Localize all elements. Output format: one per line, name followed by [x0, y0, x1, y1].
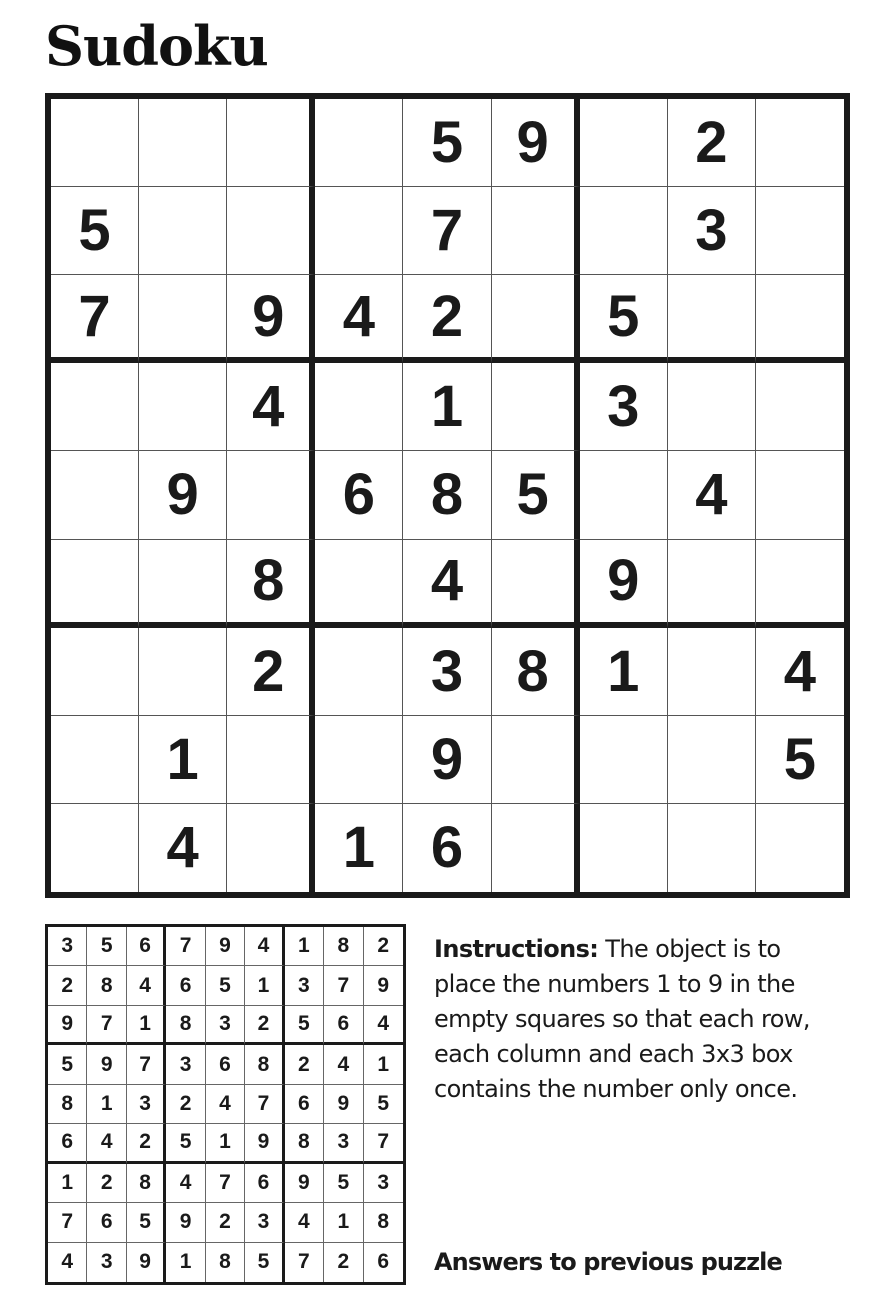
sudoku-cell-r1c6: 9 [492, 99, 580, 187]
answer-cell-r8c7: 4 [285, 1203, 324, 1242]
sudoku-cell-r1c7[interactable] [580, 99, 668, 187]
answer-cell-r2c6: 1 [245, 966, 284, 1005]
sudoku-cell-r8c4[interactable] [315, 716, 403, 804]
answer-cell-r3c5: 3 [206, 1006, 245, 1045]
sudoku-cell-r4c8[interactable] [668, 363, 756, 451]
answer-cell-r2c5: 5 [206, 966, 245, 1005]
answer-cell-r4c2: 9 [87, 1045, 126, 1084]
answer-cell-r2c1: 2 [48, 966, 87, 1005]
sudoku-cell-r3c1: 7 [51, 275, 139, 363]
sudoku-cell-r6c3: 8 [227, 540, 315, 628]
sudoku-cell-r7c2[interactable] [139, 628, 227, 716]
sudoku-cell-r2c1: 5 [51, 187, 139, 275]
answer-cell-r1c7: 1 [285, 927, 324, 966]
sudoku-cell-r6c6[interactable] [492, 540, 580, 628]
answer-cell-r1c4: 7 [166, 927, 205, 966]
sudoku-cell-r5c7[interactable] [580, 451, 668, 539]
answer-cell-r5c1: 8 [48, 1085, 87, 1124]
answer-cell-r5c5: 4 [206, 1085, 245, 1124]
answer-grid [45, 924, 406, 1285]
answer-cell-r9c7: 7 [285, 1243, 324, 1282]
answer-cell-r6c5: 1 [206, 1124, 245, 1163]
answer-cell-r1c2: 5 [87, 927, 126, 966]
sudoku-cell-r2c2[interactable] [139, 187, 227, 275]
answer-cell-r6c7: 8 [285, 1124, 324, 1163]
answer-cell-r5c6: 7 [245, 1085, 284, 1124]
answer-cell-r2c8: 7 [324, 966, 363, 1005]
sudoku-cell-r8c1[interactable] [51, 716, 139, 804]
answer-cell-r8c1: 7 [48, 1203, 87, 1242]
sudoku-cell-r2c4[interactable] [315, 187, 403, 275]
answer-cell-r7c6: 6 [245, 1164, 284, 1203]
sudoku-cell-r2c3[interactable] [227, 187, 315, 275]
answer-cell-r8c4: 9 [166, 1203, 205, 1242]
sudoku-cell-r7c4[interactable] [315, 628, 403, 716]
answer-cell-r2c9: 9 [364, 966, 403, 1005]
sudoku-cell-r6c9[interactable] [756, 540, 844, 628]
answer-cell-r8c9: 8 [364, 1203, 403, 1242]
answer-cell-r5c4: 2 [166, 1085, 205, 1124]
answer-cell-r7c9: 3 [364, 1164, 403, 1203]
answer-cell-r6c9: 7 [364, 1124, 403, 1163]
answer-cell-r3c7: 5 [285, 1006, 324, 1045]
sudoku-cell-r7c3: 2 [227, 628, 315, 716]
answer-cell-r3c2: 7 [87, 1006, 126, 1045]
answer-cell-r6c1: 6 [48, 1124, 87, 1163]
page-title: Sudoku [45, 14, 268, 78]
answer-cell-r1c5: 9 [206, 927, 245, 966]
answer-cell-r9c9: 6 [377, 1250, 390, 1274]
sudoku-cell-r5c2: 9 [139, 451, 227, 539]
answer-cell-r6c4: 5 [166, 1124, 205, 1163]
sudoku-cell-r4c6[interactable] [492, 363, 580, 451]
sudoku-cell-r5c9[interactable] [756, 451, 844, 539]
sudoku-cell-r9c4: 1 [315, 804, 403, 892]
sudoku-cell-r9c1[interactable] [51, 804, 139, 892]
answer-cell-r4c9: 1 [364, 1045, 403, 1084]
answer-cell-r6c2: 4 [87, 1124, 126, 1163]
sudoku-cell-r6c5: 4 [403, 540, 491, 628]
sudoku-cell-r2c6[interactable] [492, 187, 580, 275]
answer-cell-r2c4: 6 [166, 966, 205, 1005]
answer-cell-r4c3: 7 [127, 1045, 166, 1084]
sudoku-cell-r5c8: 4 [668, 451, 756, 539]
sudoku-cell-r8c8[interactable] [668, 716, 756, 804]
sudoku-cell-r4c3: 4 [227, 363, 315, 451]
answer-cell-r4c4: 3 [166, 1045, 205, 1084]
answer-cell-r6c3: 2 [127, 1124, 166, 1163]
answer-cell-r9c2: 3 [87, 1243, 126, 1282]
answer-cell-r9c8: 2 [324, 1243, 363, 1282]
answer-cell-r8c6: 3 [245, 1203, 284, 1242]
sudoku-cell-r9c9[interactable] [756, 804, 844, 892]
sudoku-cell-r8c6[interactable] [492, 716, 580, 804]
answer-cell-r7c5: 7 [206, 1164, 245, 1203]
sudoku-cell-r9c8[interactable] [668, 804, 756, 892]
answer-cell-r9c6: 5 [245, 1243, 284, 1282]
sudoku-cell-r9c6[interactable] [492, 804, 580, 892]
answer-cell-r4c6: 8 [245, 1045, 284, 1084]
sudoku-cell-r4c4[interactable] [315, 363, 403, 451]
sudoku-cell-r2c7[interactable] [580, 187, 668, 275]
sudoku-cell-r7c5: 3 [403, 628, 491, 716]
sudoku-cell-r6c8[interactable] [668, 540, 756, 628]
answer-cell-r1c3: 6 [127, 927, 166, 966]
instructions-body: The object is to place the numbers 1 to 9 in the empty squares so that each row, each column and each 3x3 box contains the number only once. [434, 935, 810, 1103]
sudoku-cell-r8c2: 1 [139, 716, 227, 804]
answer-cell-r6c8: 3 [324, 1124, 363, 1163]
sudoku-cell-r7c6: 8 [492, 628, 580, 716]
answer-cell-r2c2: 8 [87, 966, 126, 1005]
sudoku-cell-r4c1[interactable] [51, 363, 139, 451]
sudoku-cell-r8c7[interactable] [580, 716, 668, 804]
sudoku-cell-r5c6: 5 [492, 451, 580, 539]
sudoku-cell-r9c5: 6 [403, 804, 491, 892]
sudoku-cell-r8c9: 5 [756, 716, 844, 804]
answer-cell-r9c4: 1 [166, 1243, 205, 1282]
sudoku-cell-r7c9: 4 [756, 628, 844, 716]
sudoku-cell-r3c8[interactable] [668, 275, 756, 363]
sudoku-cell-r4c5: 1 [403, 363, 491, 451]
sudoku-cell-r6c4[interactable] [315, 540, 403, 628]
sudoku-cell-r5c3[interactable] [227, 451, 315, 539]
sudoku-cell-r6c1[interactable] [51, 540, 139, 628]
answer-cell-r1c9: 2 [364, 927, 403, 966]
sudoku-cell-r3c4: 4 [315, 275, 403, 363]
sudoku-cell-r9c2: 4 [139, 804, 227, 892]
answer-cell-r3c8: 6 [324, 1006, 363, 1045]
sudoku-cell-r5c1[interactable] [51, 451, 139, 539]
sudoku-cell-r3c7: 5 [580, 275, 668, 363]
answer-cell-r4c7: 2 [285, 1045, 324, 1084]
answer-cell-r7c4: 4 [166, 1164, 205, 1203]
sudoku-cell-r2c8: 3 [668, 187, 756, 275]
answer-cell-r2c3: 4 [127, 966, 166, 1005]
sudoku-cell-r1c3[interactable] [227, 99, 315, 187]
answer-cell-r5c3: 3 [127, 1085, 166, 1124]
sudoku-cell-r1c2[interactable] [139, 99, 227, 187]
answer-cell-r5c8: 9 [324, 1085, 363, 1124]
answer-cell-r8c2: 6 [87, 1203, 126, 1242]
answer-cell-r1c8: 8 [324, 927, 363, 966]
answer-cell-r4c5: 6 [206, 1045, 245, 1084]
sudoku-cell-r2c9[interactable] [756, 187, 844, 275]
sudoku-cell-r2c5: 7 [403, 187, 491, 275]
answer-cell-r7c1: 1 [48, 1164, 87, 1203]
answer-cell-r8c3: 5 [127, 1203, 166, 1242]
answer-cell-r7c2: 2 [87, 1164, 126, 1203]
sudoku-cell-r3c3: 9 [227, 275, 315, 363]
sudoku-cell-r3c6[interactable] [492, 275, 580, 363]
answer-cell-r2c7: 3 [285, 966, 324, 1005]
sudoku-cell-r3c5: 2 [403, 275, 491, 363]
answer-cell-r3c9: 4 [364, 1006, 403, 1045]
sudoku-cell-r1c9[interactable] [756, 99, 844, 187]
answer-cell-r9c3: 9 [127, 1243, 166, 1282]
instructions-text [434, 932, 834, 1107]
answer-cell-r5c2: 1 [87, 1085, 126, 1124]
sudoku-cell-r8c5: 9 [403, 716, 491, 804]
answer-cell-r3c6: 2 [245, 1006, 284, 1045]
answer-cell-r8c8: 1 [324, 1203, 363, 1242]
sudoku-cell-r1c1[interactable] [51, 99, 139, 187]
sudoku-cell-r5c4: 6 [315, 451, 403, 539]
answer-cell-r7c7: 9 [285, 1164, 324, 1203]
sudoku-cell-r8c3[interactable] [227, 716, 315, 804]
sudoku-cell-r3c2[interactable] [139, 275, 227, 363]
answer-cell-r8c5: 2 [206, 1203, 245, 1242]
sudoku-cell-r4c7: 3 [580, 363, 668, 451]
sudoku-cell-r9c7[interactable] [580, 804, 668, 892]
answer-cell-r1c1: 3 [48, 927, 87, 966]
sudoku-cell-r9c3[interactable] [227, 804, 315, 892]
instructions-lead: Instructions: [434, 935, 599, 963]
answers-heading: Answers to previous puzzle [434, 1248, 782, 1276]
sudoku-cell-r1c8: 2 [668, 99, 756, 187]
sudoku-cell-r4c2[interactable] [139, 363, 227, 451]
answer-cell-r7c8: 5 [324, 1164, 363, 1203]
sudoku-cell-r4c9[interactable] [756, 363, 844, 451]
sudoku-cell-r7c1[interactable] [51, 628, 139, 716]
answer-cell-r4c1: 5 [48, 1045, 87, 1084]
answer-cell-r4c8: 4 [324, 1045, 363, 1084]
answer-cell-r9c5: 8 [206, 1243, 245, 1282]
sudoku-cell-r7c7: 1 [580, 628, 668, 716]
sudoku-cell-r5c5: 8 [403, 451, 491, 539]
sudoku-cell-r1c4[interactable] [315, 99, 403, 187]
answer-cell-r7c3: 8 [127, 1164, 166, 1203]
sudoku-cell-r7c8[interactable] [668, 628, 756, 716]
answer-cell-r3c4: 8 [166, 1006, 205, 1045]
sudoku-grid [45, 93, 850, 898]
answer-cell-r1c6: 4 [245, 927, 284, 966]
sudoku-cell-r6c7: 9 [580, 540, 668, 628]
answer-cell-r3c1: 9 [48, 1006, 87, 1045]
answer-cell-r5c9: 5 [364, 1085, 403, 1124]
sudoku-cell-r6c2[interactable] [139, 540, 227, 628]
answer-cell-r6c6: 9 [245, 1124, 284, 1163]
answer-cell-r9c1: 4 [48, 1243, 87, 1282]
answer-cell-r3c3: 1 [127, 1006, 166, 1045]
sudoku-cell-r3c9[interactable] [756, 275, 844, 363]
sudoku-cell-r1c5: 5 [403, 99, 491, 187]
answer-cell-r5c7: 6 [285, 1085, 324, 1124]
